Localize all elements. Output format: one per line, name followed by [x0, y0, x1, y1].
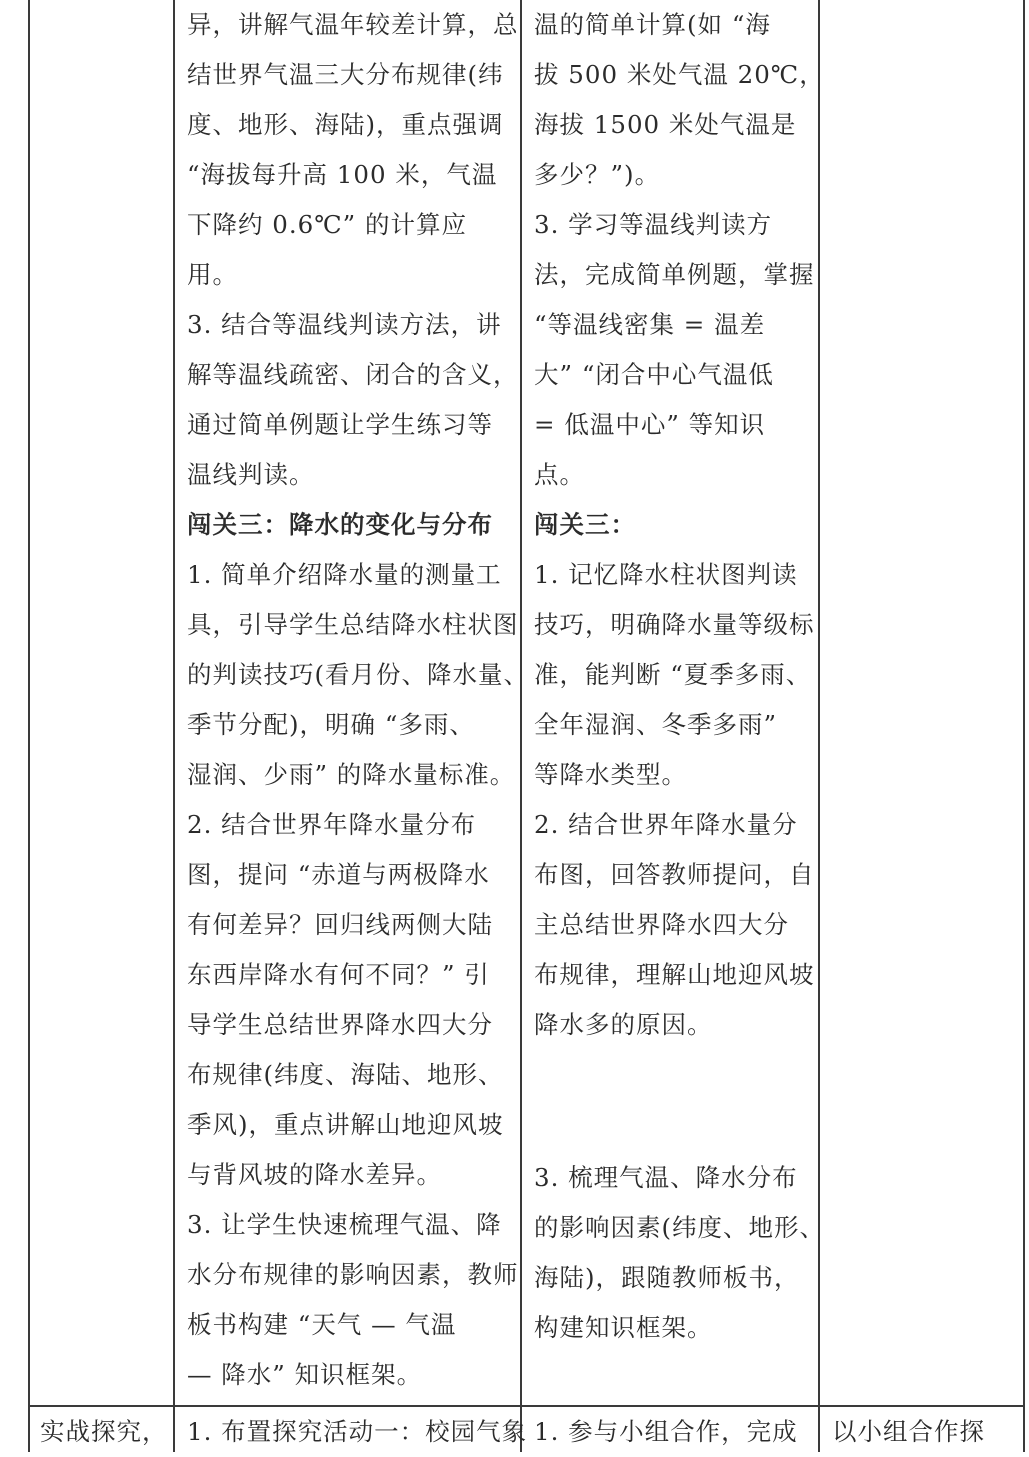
teacher-line: 解等温线疏密、闭合的含义， — [187, 360, 519, 389]
student-line: 技巧，明确降水量等级标 — [534, 610, 815, 639]
student-line: 布图，回答教师提问，自 — [534, 860, 815, 889]
table-border-right — [1023, 0, 1025, 1452]
student-line: 主总结世界降水四大分 — [534, 910, 789, 939]
teacher-line: 水分布规律的影响因素，教师 — [187, 1260, 519, 1289]
teacher-line: 图，提问 “赤道与两极降水 — [187, 860, 490, 889]
column-divider-stage — [173, 0, 175, 1452]
next-row-stage-cell — [40, 1407, 170, 1452]
student-line: 海陆)，跟随教师板书， — [534, 1263, 800, 1292]
teacher-line: 异，讲解气温年较差计算，总 — [187, 10, 519, 39]
teacher-line: 季风)，重点讲解山地迎风坡 — [187, 1110, 504, 1139]
next-row-student-cell — [534, 1407, 814, 1452]
teacher-line: 具，引导学生总结降水柱状图 — [187, 610, 519, 639]
student-line: 3. 学习等温线判读方 — [534, 210, 773, 239]
teacher-line: 季节分配)，明确 “多雨、 — [187, 710, 475, 739]
teacher-line: 下降约 0.6℃” 的计算应 — [187, 210, 467, 239]
teacher-line: 东西岸降水有何不同？” 引 — [187, 960, 490, 989]
teacher-line: “海拔每升高 100 米，气温 — [187, 160, 498, 189]
student-line: 构建知识框架。 — [534, 1313, 713, 1342]
student-section-heading: 闯关三： — [534, 510, 636, 539]
next-row-design-cell — [832, 1407, 1017, 1452]
student-line: 的影响因素(纬度、地形、 — [534, 1213, 826, 1242]
student-line: 1. 参与小组合作，完成 — [534, 1417, 798, 1446]
teacher-activity-cell — [187, 0, 530, 1405]
student-line: “等温线密集 = 温差 — [534, 310, 766, 339]
teacher-line: 用。 — [187, 260, 238, 289]
teacher-line: 3. 结合等温线判读方法，讲 — [187, 310, 502, 339]
student-line: 法，完成简单例题，掌握 — [534, 260, 815, 289]
student-line: 温的简单计算(如 “海 — [534, 10, 771, 39]
teacher-line: 通过简单例题让学生练习等 — [187, 410, 493, 439]
column-divider-teacher — [520, 0, 522, 1452]
table-border-left — [28, 0, 30, 1452]
student-line: 海拔 1500 米处气温是 — [534, 110, 797, 139]
student-line: 点。 — [534, 460, 585, 489]
teacher-line: 2. 结合世界年降水量分布 — [187, 810, 477, 839]
student-line: 布规律，理解山地迎风坡 — [534, 960, 815, 989]
teacher-line: 的判读技巧(看月份、降水量、 — [187, 660, 530, 689]
student-line: 全年湿润、冬季多雨” — [534, 710, 778, 739]
student-line: 2. 结合世界年降水量分 — [534, 810, 798, 839]
teacher-line: 度、地形、海陆)，重点强调 — [187, 110, 504, 139]
design-intent-line: 以小组合作探 — [832, 1417, 985, 1446]
student-line: 拔 500 米处气温 20℃， — [534, 60, 825, 89]
teacher-line: 1. 简单介绍降水量的测量工 — [187, 560, 502, 589]
student-line: = 低温中心” 等知识 — [534, 410, 766, 439]
student-line: 3. 梳理气温、降水分布 — [534, 1163, 798, 1192]
teacher-line: 湿润、少雨” 的降水量标准。 — [187, 760, 516, 789]
teacher-line: 结世界气温三大分布规律(纬 — [187, 60, 504, 89]
teacher-line: 与背风坡的降水差异。 — [187, 1160, 442, 1189]
teacher-line: 导学生总结世界降水四大分 — [187, 1010, 493, 1039]
student-line: 降水多的原因。 — [534, 1010, 713, 1039]
teacher-section-heading: 闯关三：降水的变化与分布 — [187, 510, 493, 539]
teacher-line: 有何差异？回归线两侧大陆 — [187, 910, 493, 939]
teacher-line: 板书构建 “天气 — 气温 — [187, 1310, 457, 1339]
student-activity-cell — [534, 0, 826, 1405]
teacher-line: 3. 让学生快速梳理气温、降 — [187, 1210, 502, 1239]
student-line: 等降水类型。 — [534, 760, 687, 789]
student-line: 多少？”)。 — [534, 160, 661, 189]
next-row-teacher-cell — [187, 1407, 528, 1452]
student-line: 大” “闭合中心气温低 — [534, 360, 774, 389]
teacher-line: 温线判读。 — [187, 460, 315, 489]
student-line: 准，能判断 “夏季多雨、 — [534, 660, 812, 689]
teacher-line: 1. 布置探究活动一：校园气象 — [187, 1417, 528, 1446]
stage-label: 实战探究， — [40, 1417, 168, 1446]
teacher-line: 布规律(纬度、海陆、地形、 — [187, 1060, 504, 1089]
teacher-line: — 降水” 知识框架。 — [187, 1360, 423, 1389]
student-line: 1. 记忆降水柱状图判读 — [534, 560, 798, 589]
